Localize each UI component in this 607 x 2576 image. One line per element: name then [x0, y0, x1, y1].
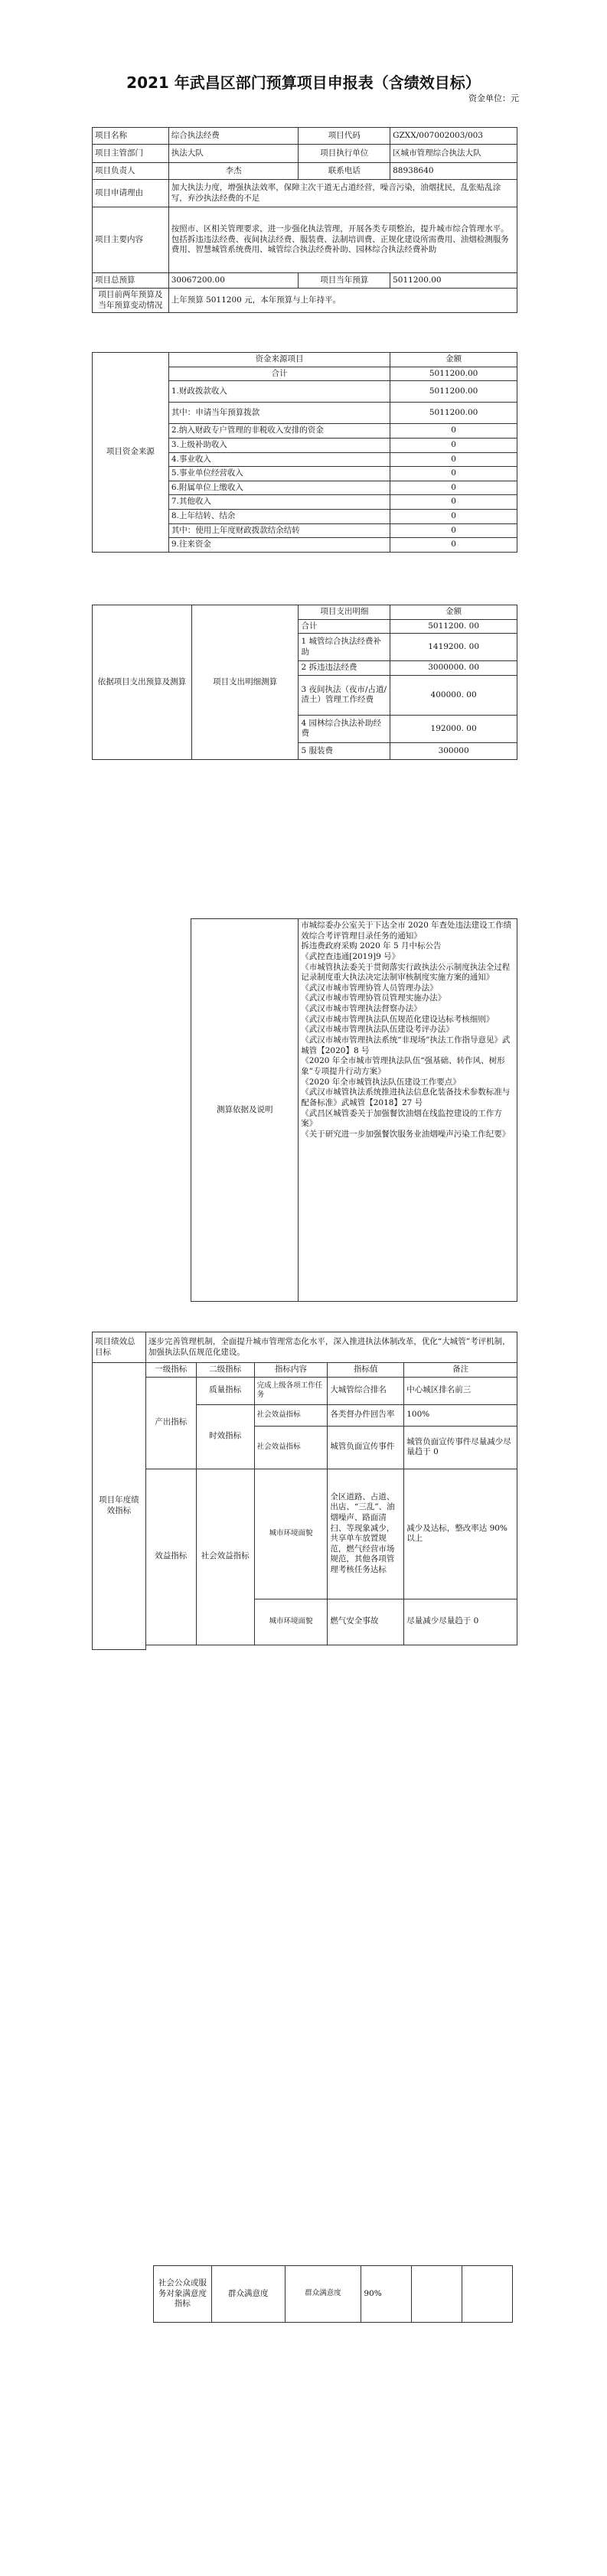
fund-amount: 5011200.00 [390, 381, 517, 403]
project-name-label: 项目名称 [93, 128, 169, 145]
output-indicator-label: 产出指标 [145, 1377, 196, 1469]
fund-amount: 0 [390, 452, 517, 467]
head-content: 指标内容 [254, 1363, 328, 1378]
expense-amount: 192000. 00 [390, 715, 517, 742]
fund-row: 9.往来资金 [168, 538, 390, 553]
time-remark: 城管负面宣传事件尽量减少尽量趋于 0 [404, 1426, 517, 1469]
expense-item: 合计 [299, 619, 390, 634]
env2-remark: 尽量减少尽量趋于 0 [404, 1599, 517, 1645]
time-remark: 100% [404, 1404, 517, 1426]
fund-head-source: 资金来源项目 [168, 353, 390, 367]
expense-item: 2 拆违违法经费 [299, 661, 390, 676]
fund-row: 6.附属单位上缴收入 [168, 481, 390, 495]
satisfaction-value: 90% [361, 2266, 412, 2323]
reason: 加大执法力度，增强执法效率，保障主次干道无占道经营，噪音污染，油烟扰民，乱张贴乱涂写，弃沙执法经费的不足 [168, 180, 517, 207]
project-name: 综合执法经费 [168, 128, 299, 145]
expense-amount: 300000 [390, 742, 517, 759]
fund-row: 8.上年结转、结余 [168, 510, 390, 524]
year-budget-label: 项目当年预算 [299, 273, 390, 289]
phone: 88938640 [390, 163, 517, 180]
env2-content: 城市环境面貌 [254, 1599, 328, 1645]
quality-content: 完成上级各项工作任务 [254, 1377, 328, 1404]
fund-amount: 0 [390, 538, 517, 553]
project-code-label: 项目代码 [299, 128, 390, 145]
year-budget: 5011200.00 [390, 273, 517, 289]
fund-amount: 0 [390, 523, 517, 538]
env-content: 城市环境面貌 [254, 1469, 328, 1599]
expense-amount: 3000000. 00 [390, 661, 517, 676]
fund-row: 4.事业收入 [168, 452, 390, 467]
expense-basis-label: 依据项目支出预算及测算 [93, 605, 192, 760]
total-budget-label: 项目总预算 [93, 273, 169, 289]
fund-amount: 0 [390, 467, 517, 481]
head-value: 指标值 [328, 1363, 404, 1378]
performance-table [92, 1332, 517, 1650]
expense-item: 4 园林综合执法补助经费 [299, 715, 390, 742]
content-label: 项目主要内容 [93, 207, 169, 273]
time-value: 各类督办件回告率 [328, 1404, 404, 1426]
expense-detail-label: 项目支出明细测算 [191, 605, 299, 760]
budget-change: 上年预算 5011200 元，本年预算与上年持平。 [168, 289, 517, 313]
evidence-text: 市城综委办公室关于下达全市 2020 年查处违法建设工作绩效综合考评管理目录任务的通知》 拆违费政府采购 2020 年 5 月中标公告 《武控查违通[2019]9 号》 《市城管执法委关于贯彻落实行政执法公示制度执法全过程记录制度重大执法决定法制审核制度实施方案的通知》 《武汉市城市管理协管人员管理办法》 《武汉市城市管理协管员管理实施办法》 《武汉市城市管理执法督察办法》 《武汉市城市管理执法队伍规范化建设达标考核细则》 《武汉市城市管理执法队伍建设考评办法》 《武汉市城市管理执法系统“非现场”执法工作指导意见》武城管【2020】8 号 《2020 年全市城市管理执法队伍“强基础、转作风、树形象”专项提升行动方案》 《2020 年全市城管执法队伍建设工作要点》 《武汉市城管执法系统推进执法信息化装备技术参数标准与配备标准》武城管【2018】27 号 《武昌区城管委关于加强餐饮油烟在线监控建设的工作方案》 《关于研究进一步加强餐饮服务业油烟噪声污染工作纪要》 [299, 919, 517, 1302]
quality-value: 大城管综合排名 [328, 1377, 404, 1404]
time-content: 社会效益指标 [254, 1426, 328, 1469]
content: 按照市、区相关管理要求，进一步强化执法管理，开展各类专项整治，提升城市综合管理水平。包括拆违违法经费、夜间执法经费、服装费、法制培训费、正规化建设所需费用、油烟检测服务费用、智慧城管系统费用、城管综合执法经费补助、园林综合执法经费补助 [168, 207, 517, 273]
fund-amount: 5011200.00 [390, 403, 517, 424]
satisfaction-content: 群众满意度 [285, 2266, 361, 2323]
satisfaction-item: 群众满意度 [211, 2266, 285, 2323]
fund-row: 合计 [168, 367, 390, 381]
fund-amount: 0 [390, 438, 517, 452]
empty-cell [462, 2266, 513, 2323]
overall-goal: 逐步完善管理机制，全面提升城市管理常态化水平，深入推进执法体制改革，优化“大城管”考评机制，加强执法队伍规范化建设。 [145, 1332, 517, 1363]
fund-row: 7.其他收入 [168, 495, 390, 510]
fund-amount: 0 [390, 481, 517, 495]
social-indicator-label: 社会效益指标 [196, 1469, 254, 1645]
head-remark: 备注 [404, 1363, 517, 1378]
fund-amount: 0 [390, 510, 517, 524]
evidence-label: 测算依据及说明 [191, 919, 299, 1302]
env-value: 全区道路、占道、出店、“三乱”、油烟噪声、路面清扫、等现象减少，共享单车放置规范，燃气经营市场规范，其他各项管理考核任务达标 [328, 1469, 404, 1599]
expense-head-amount: 金额 [390, 605, 517, 620]
fund-amount: 5011200.00 [390, 367, 517, 381]
project-code: GZXX/007002003/003 [390, 128, 517, 145]
dept: 执法大队 [168, 145, 299, 163]
fund-row: 1.财政拨款收入 [168, 381, 390, 403]
effect-indicator-label: 效益指标 [145, 1469, 196, 1645]
fund-head-amount: 金额 [390, 353, 517, 367]
head-level1: 一级指标 [145, 1363, 196, 1378]
exec-unit: 区城市管理综合执法大队 [390, 145, 517, 163]
evidence-table [92, 918, 517, 1302]
satisfaction-table [153, 2265, 513, 2323]
fund-amount: 0 [390, 424, 517, 439]
env-remark: 减少及达标，整改率达 90% 以上 [404, 1469, 517, 1599]
expense-amount: 1419200. 00 [390, 634, 517, 661]
expense-amount: 400000. 00 [390, 675, 517, 715]
fund-row: 其中：申请当年预算拨款 [168, 403, 390, 424]
dept-label: 项目主管部门 [93, 145, 169, 163]
expense-item: 5 服装费 [299, 742, 390, 759]
env2-value: 燃气安全事故 [328, 1599, 404, 1645]
fund-amount: 0 [390, 495, 517, 510]
total-budget: 30067200.00 [168, 273, 299, 289]
reason-label: 项目申请理由 [93, 180, 169, 207]
fund-row: 其中：使用上年度财政拨款结余结转 [168, 523, 390, 538]
time-value: 城管负面宣传事件 [328, 1426, 404, 1469]
phone-label: 联系电话 [299, 163, 390, 180]
year-indicator-label: 项目年度绩效指标 [93, 1363, 146, 1650]
time-content: 社会效益指标 [254, 1404, 328, 1426]
expense-head-item: 项目支出明细 [299, 605, 390, 620]
head-level2: 二级指标 [196, 1363, 254, 1378]
fund-row: 3.上级补助收入 [168, 438, 390, 452]
fund-row: 5.事业单位经营收入 [168, 467, 390, 481]
expense-basis-table [92, 605, 517, 760]
overall-goal-label: 项目绩效总目标 [93, 1332, 146, 1363]
satisfaction-label: 社会公众或服务对象满意度指标 [154, 2266, 212, 2323]
fund-source-label: 项目资金来源 [93, 353, 169, 553]
fund-row: 2.纳入财政专户管理的非税收入安排的资金 [168, 424, 390, 439]
empty-cell [412, 2266, 462, 2323]
leader: 李杰 [168, 163, 299, 180]
budget-change-label: 项目前两年预算及当年预算变动情况 [93, 289, 169, 313]
leader-label: 项目负责人 [93, 163, 169, 180]
expense-item: 1 城管综合执法经费补助 [299, 634, 390, 661]
fund-source-table [92, 352, 517, 553]
quality-remark: 中心城区排名前三 [404, 1377, 517, 1404]
expense-item: 3 夜间执法（夜市/占道/渣土）管理工作经费 [299, 675, 390, 715]
time-indicator-label: 时效指标 [196, 1404, 254, 1469]
expense-amount: 5011200. 00 [390, 619, 517, 634]
funding-unit: 资金单位：元 [468, 93, 519, 103]
project-info-table [92, 127, 517, 313]
quality-indicator-label: 质量指标 [196, 1377, 254, 1404]
exec-unit-label: 项目执行单位 [299, 145, 390, 163]
document-title: 2021 年武昌区部门预算项目申报表（含绩效目标） [126, 73, 481, 92]
